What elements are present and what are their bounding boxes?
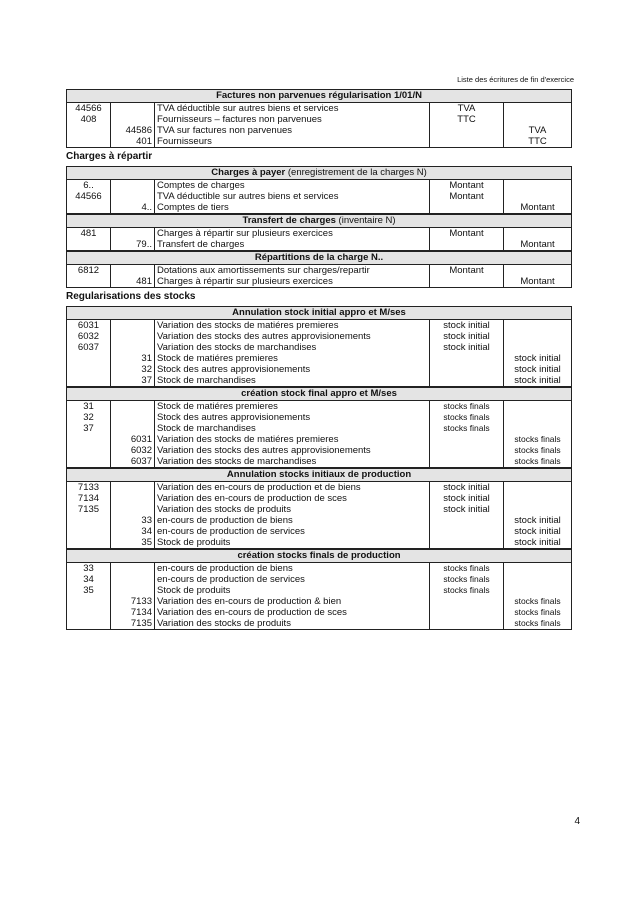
- credit-account: [111, 504, 155, 515]
- entry-row: [67, 412, 572, 423]
- credit-amount: stocks finals: [504, 607, 572, 618]
- debit-amount: [430, 125, 504, 136]
- debit-amount: [430, 445, 504, 456]
- account-label: Variation des stocks de matiéres premieres: [155, 320, 430, 332]
- account-label: Variation des stocks de marchandises: [155, 342, 430, 353]
- account-label: Transfert de charges: [155, 239, 430, 251]
- debit-amount: [430, 239, 504, 251]
- credit-account: 6032: [111, 445, 155, 456]
- account-label: en-cours de production de services: [155, 526, 430, 537]
- entry-row: [67, 239, 572, 251]
- debit-amount: TTC: [430, 114, 504, 125]
- debit-account: [67, 276, 111, 288]
- debit-account: 31: [67, 401, 111, 413]
- entry-row: [67, 191, 572, 202]
- debit-amount: stocks finals: [430, 563, 504, 575]
- debit-account: 6037: [67, 342, 111, 353]
- debit-amount: stock initial: [430, 342, 504, 353]
- account-label: Variation des en-cours de production & bien: [155, 596, 430, 607]
- debit-account: [67, 526, 111, 537]
- entry-row: [67, 375, 572, 387]
- credit-account: [111, 331, 155, 342]
- entry-title-note: (enregistrement de la charges N): [287, 167, 427, 178]
- entry-row: [67, 114, 572, 125]
- account-label: TVA déductible sur autres biens et services: [155, 191, 430, 202]
- credit-account: 6037: [111, 456, 155, 468]
- credit-amount: stocks finals: [504, 434, 572, 445]
- debit-account: 6..: [67, 180, 111, 192]
- credit-account: 44586: [111, 125, 155, 136]
- credit-amount: [504, 585, 572, 596]
- debit-amount: [430, 456, 504, 468]
- entry-title: [67, 90, 572, 103]
- account-label: Variation des stocks de produits: [155, 618, 430, 630]
- entry-row: [67, 228, 572, 240]
- credit-amount: stocks finals: [504, 456, 572, 468]
- debit-account: [67, 364, 111, 375]
- debit-account: 37: [67, 423, 111, 434]
- account-label: en-cours de production de biens: [155, 515, 430, 526]
- journal-entries: [66, 89, 571, 630]
- entry-title: [67, 388, 572, 401]
- credit-account: 6031: [111, 434, 155, 445]
- debit-account: 481: [67, 228, 111, 240]
- debit-account: 7133: [67, 482, 111, 494]
- credit-amount: stocks finals: [504, 445, 572, 456]
- account-label: Stock de produits: [155, 537, 430, 549]
- entry-title: [67, 215, 572, 228]
- account-label: Stock de marchandises: [155, 423, 430, 434]
- debit-amount: [430, 618, 504, 630]
- debit-amount: TVA: [430, 103, 504, 115]
- credit-account: 79..: [111, 239, 155, 251]
- debit-account: [67, 456, 111, 468]
- debit-amount: stock initial: [430, 504, 504, 515]
- account-label: Comptes de tiers: [155, 202, 430, 214]
- credit-account: [111, 228, 155, 240]
- entry-title-text: Factures non parvenues régularisation 1/01/N: [216, 90, 422, 101]
- account-label: Variation des stocks des autres approvisionements: [155, 331, 430, 342]
- account-label: Variation des stocks de marchandises: [155, 456, 430, 468]
- debit-account: 44566: [67, 103, 111, 115]
- debit-amount: stock initial: [430, 320, 504, 332]
- credit-amount: stock initial: [504, 375, 572, 387]
- entry-row: [67, 103, 572, 115]
- credit-account: [111, 401, 155, 413]
- account-label: en-cours de production de biens: [155, 563, 430, 575]
- entry-row: [67, 563, 572, 575]
- journal-entry-table: [66, 387, 572, 468]
- entry-title: [67, 550, 572, 563]
- credit-amount: [504, 493, 572, 504]
- debit-account: 408: [67, 114, 111, 125]
- entry-row: [67, 364, 572, 375]
- credit-amount: TVA: [504, 125, 572, 136]
- debit-amount: stocks finals: [430, 574, 504, 585]
- credit-amount: [504, 114, 572, 125]
- debit-account: [67, 434, 111, 445]
- account-label: Variation des stocks des autres approvisionements: [155, 445, 430, 456]
- journal-entry-table: [66, 549, 572, 630]
- entry-row: [67, 434, 572, 445]
- entry-row: [67, 504, 572, 515]
- credit-account: [111, 423, 155, 434]
- account-label: Stock de marchandises: [155, 375, 430, 387]
- credit-account: 401: [111, 136, 155, 148]
- credit-amount: [504, 265, 572, 277]
- entry-title: [67, 167, 572, 180]
- debit-account: 33: [67, 563, 111, 575]
- debit-account: [67, 136, 111, 148]
- entry-row: [67, 482, 572, 494]
- credit-account: [111, 265, 155, 277]
- credit-account: 35: [111, 537, 155, 549]
- debit-account: 6032: [67, 331, 111, 342]
- credit-amount: stock initial: [504, 526, 572, 537]
- debit-account: 6031: [67, 320, 111, 332]
- debit-account: 35: [67, 585, 111, 596]
- credit-account: [111, 563, 155, 575]
- credit-account: [111, 482, 155, 494]
- credit-amount: [504, 412, 572, 423]
- credit-account: [111, 320, 155, 332]
- credit-account: 7133: [111, 596, 155, 607]
- account-label: Fournisseurs – factures non parvenues: [155, 114, 430, 125]
- credit-account: [111, 585, 155, 596]
- entry-row: [67, 202, 572, 214]
- running-header: Liste des écritures de fin d'exercice: [457, 75, 574, 84]
- credit-account: 33: [111, 515, 155, 526]
- entry-row: [67, 585, 572, 596]
- debit-amount: [430, 364, 504, 375]
- credit-amount: [504, 401, 572, 413]
- entry-title-note: (inventaire N): [338, 215, 396, 226]
- entry-row: [67, 515, 572, 526]
- entry-row: [67, 574, 572, 585]
- debit-amount: [430, 375, 504, 387]
- entry-row: [67, 136, 572, 148]
- account-label: en-cours de production de services: [155, 574, 430, 585]
- debit-account: [67, 515, 111, 526]
- credit-account: 34: [111, 526, 155, 537]
- entry-title-text: Transfert de charges: [242, 215, 336, 226]
- entry-row: [67, 331, 572, 342]
- account-label: Stock de matiéres premieres: [155, 353, 430, 364]
- account-label: Variation des stocks de produits: [155, 504, 430, 515]
- credit-account: [111, 191, 155, 202]
- journal-entry-table: [66, 468, 572, 549]
- debit-account: [67, 353, 111, 364]
- credit-account: 37: [111, 375, 155, 387]
- credit-amount: [504, 191, 572, 202]
- debit-account: 7135: [67, 504, 111, 515]
- debit-account: [67, 375, 111, 387]
- section-title: Charges à répartir: [66, 151, 153, 162]
- credit-amount: [504, 228, 572, 240]
- debit-account: 34: [67, 574, 111, 585]
- account-label: Variation des en-cours de production de sces: [155, 493, 430, 504]
- entry-row: [67, 353, 572, 364]
- entry-row: [67, 342, 572, 353]
- debit-amount: [430, 136, 504, 148]
- debit-account: [67, 537, 111, 549]
- debit-amount: [430, 434, 504, 445]
- entry-row: [67, 537, 572, 549]
- debit-account: [67, 125, 111, 136]
- entry-row: [67, 423, 572, 434]
- account-label: TVA sur factures non parvenues: [155, 125, 430, 136]
- entry-title-text: Annulation stocks initiaux de production: [226, 469, 412, 480]
- credit-account: 7134: [111, 607, 155, 618]
- credit-account: [111, 114, 155, 125]
- account-label: Comptes de charges: [155, 180, 430, 192]
- credit-amount: Montant: [504, 239, 572, 251]
- account-label: Variation des en-cours de production de sces: [155, 607, 430, 618]
- account-label: Fournisseurs: [155, 136, 430, 148]
- credit-amount: Montant: [504, 202, 572, 214]
- journal-entry-table: [66, 89, 572, 148]
- debit-amount: stocks finals: [430, 423, 504, 434]
- credit-account: [111, 493, 155, 504]
- debit-account: [67, 239, 111, 251]
- account-label: Variation des stocks de matiéres premieres: [155, 434, 430, 445]
- credit-account: [111, 103, 155, 115]
- credit-amount: [504, 482, 572, 494]
- entry-row: [67, 607, 572, 618]
- debit-account: [67, 445, 111, 456]
- entry-row: [67, 180, 572, 192]
- debit-amount: Montant: [430, 180, 504, 192]
- credit-amount: [504, 563, 572, 575]
- account-label: Stock de matiéres premieres: [155, 401, 430, 413]
- entry-row: [67, 276, 572, 288]
- debit-amount: Montant: [430, 191, 504, 202]
- entry-row: [67, 445, 572, 456]
- entry-row: [67, 320, 572, 332]
- debit-amount: [430, 537, 504, 549]
- credit-amount: [504, 342, 572, 353]
- credit-account: 32: [111, 364, 155, 375]
- account-label: Charges à répartir sur plusieurs exercices: [155, 276, 430, 288]
- credit-amount: [504, 103, 572, 115]
- entry-row: [67, 456, 572, 468]
- credit-account: 31: [111, 353, 155, 364]
- debit-amount: [430, 202, 504, 214]
- entry-row: [67, 596, 572, 607]
- page-number: 4: [574, 816, 580, 827]
- account-label: Charges à répartir sur plusieurs exercices: [155, 228, 430, 240]
- debit-account: 7134: [67, 493, 111, 504]
- debit-amount: [430, 276, 504, 288]
- debit-amount: stocks finals: [430, 585, 504, 596]
- debit-amount: [430, 596, 504, 607]
- journal-entry-table: [66, 306, 572, 387]
- entry-row: [67, 526, 572, 537]
- entry-row: [67, 618, 572, 630]
- account-label: Stock des autres approvisionements: [155, 364, 430, 375]
- entry-title-text: Répartitions de la charge N..: [254, 252, 384, 263]
- debit-amount: stock initial: [430, 482, 504, 494]
- section-title: Regularisations des stocks: [66, 291, 196, 302]
- debit-amount: [430, 607, 504, 618]
- debit-amount: [430, 515, 504, 526]
- credit-amount: stock initial: [504, 515, 572, 526]
- entry-title: [67, 469, 572, 482]
- debit-amount: stocks finals: [430, 401, 504, 413]
- credit-amount: stocks finals: [504, 596, 572, 607]
- entry-row: [67, 493, 572, 504]
- debit-amount: stocks finals: [430, 412, 504, 423]
- credit-account: [111, 342, 155, 353]
- debit-amount: Montant: [430, 228, 504, 240]
- journal-entry-table: [66, 166, 572, 214]
- debit-account: [67, 202, 111, 214]
- credit-account: [111, 412, 155, 423]
- debit-account: [67, 607, 111, 618]
- debit-account: [67, 618, 111, 630]
- debit-account: 32: [67, 412, 111, 423]
- account-label: Dotations aux amortissements sur charges/repartir: [155, 265, 430, 277]
- debit-amount: stock initial: [430, 331, 504, 342]
- credit-account: 7135: [111, 618, 155, 630]
- credit-amount: [504, 180, 572, 192]
- account-label: TVA déductible sur autres biens et services: [155, 103, 430, 115]
- credit-amount: [504, 504, 572, 515]
- entry-row: [67, 401, 572, 413]
- credit-amount: stock initial: [504, 353, 572, 364]
- credit-account: [111, 180, 155, 192]
- credit-amount: stock initial: [504, 537, 572, 549]
- credit-account: 481: [111, 276, 155, 288]
- credit-amount: stock initial: [504, 364, 572, 375]
- debit-amount: Montant: [430, 265, 504, 277]
- debit-account: [67, 596, 111, 607]
- credit-amount: [504, 320, 572, 332]
- account-label: Stock de produits: [155, 585, 430, 596]
- credit-amount: TTC: [504, 136, 572, 148]
- credit-account: 4..: [111, 202, 155, 214]
- credit-amount: stocks finals: [504, 618, 572, 630]
- entry-title-text: Charges à payer: [211, 167, 286, 178]
- credit-amount: Montant: [504, 276, 572, 288]
- debit-account: 6812: [67, 265, 111, 277]
- entry-title: [67, 252, 572, 265]
- debit-account: 44566: [67, 191, 111, 202]
- entry-row: [67, 265, 572, 277]
- credit-amount: [504, 331, 572, 342]
- entry-title-text: création stocks finals de production: [237, 550, 401, 561]
- credit-account: [111, 574, 155, 585]
- journal-entry-table: [66, 251, 572, 288]
- entry-title: [67, 307, 572, 320]
- journal-entry-table: [66, 214, 572, 251]
- entry-row: [67, 125, 572, 136]
- debit-amount: [430, 526, 504, 537]
- debit-amount: stock initial: [430, 493, 504, 504]
- account-label: Stock des autres approvisionements: [155, 412, 430, 423]
- entry-title-text: Annulation stock initial appro et M/ses: [232, 307, 406, 318]
- credit-amount: [504, 574, 572, 585]
- account-label: Variation des en-cours de production et de biens: [155, 482, 430, 494]
- debit-amount: [430, 353, 504, 364]
- credit-amount: [504, 423, 572, 434]
- entry-title-text: création stock final appro et M/ses: [241, 388, 397, 399]
